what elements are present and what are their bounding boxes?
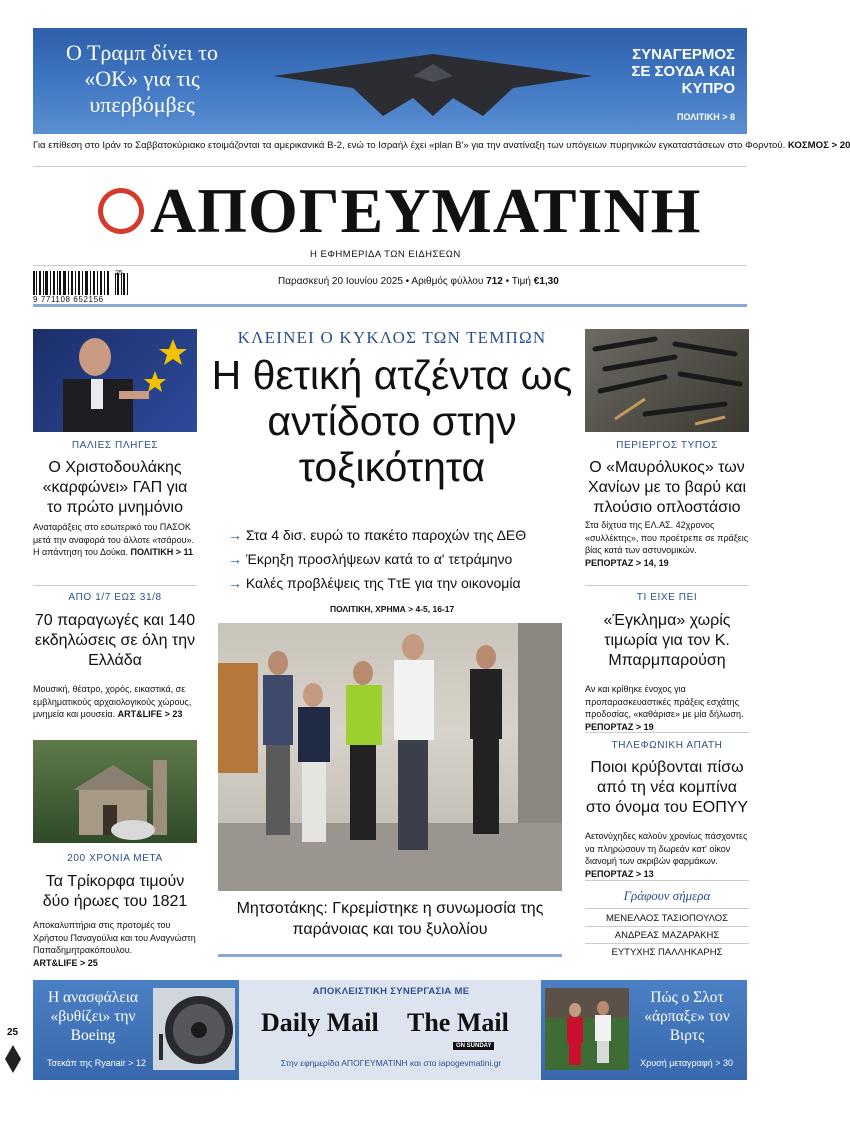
divider [585, 943, 749, 944]
left-article-3-kicker: 200 ΧΡΟΝΙΑ ΜΕΤΑ [67, 853, 163, 864]
banner-subtext [33, 140, 850, 151]
price-label: Τιμή [511, 276, 531, 287]
boeing-promo-ref[interactable]: Τσεκάπ της Ryanair > 12 [47, 1058, 147, 1068]
right-article-1-body [585, 519, 749, 569]
stealth-bomber-image [263, 46, 603, 126]
banner-subtext-body: Για επίθεση στο Ιράν το Σαββατοκύριακο ετοιμάζονται τα αμερικανικά Β-2, ενώ το Ισραήλ έχει «plan Β'» για την ανατίναξη των υπόγειων πυρηνικών εγκαταστάσεων στο Φορντού. [33, 140, 786, 151]
divider [585, 585, 749, 586]
lead-ref[interactable]: ΠΟΛΙΤΙΚΗ, ΧΡΗΜΑ > 4-5, 16-17 [330, 604, 455, 614]
right-article-2-body [585, 683, 749, 733]
trikorfa-photo[interactable] [33, 740, 197, 843]
right-article-3-text: Αετονύχηδες καλούν χρονίως πάσχοντες να πληρώσουν τη δωρεάν κατ' οίκον διανομή των ακριβών φαρμάκων. [585, 831, 748, 866]
daily-mail-logo[interactable]: Daily Mail [261, 1008, 379, 1037]
left-article-1-text: Αναταράξεις στο εσωτερικό του ΠΑΣΟΚ μετά την αναφορά του άλλοτε «τσάρου». Η απάντηση του Δούκα. [33, 522, 195, 557]
arsenal-photo[interactable] [585, 329, 749, 432]
issue-info: Παρασκευή 20 Ιουνίου 2025 • Αριθμός φύλλου 712 • Τιμή €1,30 [278, 276, 559, 287]
divider [585, 926, 749, 927]
slot-promo[interactable] [541, 980, 747, 1080]
right-article-1-ref[interactable]: ΡΕΠΟΡΤΑΖ > 14, 19 [585, 557, 669, 568]
banner-subtext-ref: ΚΟΣΜΟΣ > 20 [787, 140, 850, 151]
lead-kicker: ΚΛΕΙΝΕΙ Ο ΚΥΚΛΟΣ ΤΩΝ ΤΕΜΠΩΝ [237, 328, 547, 347]
jet-engine-icon [153, 988, 235, 1070]
divider [33, 166, 747, 167]
right-article-3-ref[interactable]: ΡΕΠΟΡΤΑΖ > 13 [585, 868, 654, 879]
lead-bullet [228, 527, 526, 543]
newspaper-logo-icon [98, 188, 144, 234]
writer-name[interactable]: ΜΕΝΕΛΑΟΣ ΤΑΣΙΟΠΟΥΛΟΣ [606, 913, 728, 924]
divider [585, 880, 749, 881]
mitsotakis-photo[interactable] [218, 623, 562, 891]
mail-on-sunday-badge: ON SUNDAY [453, 1042, 494, 1050]
lead-bullet [228, 575, 521, 591]
right-article-2-text: Αν και κρίθηκε ένοχος για προπαρασκευαστικές πράξεις εσχάτης προδοσίας, «καθάρισε» με μία δήλωση. [585, 684, 744, 719]
slot-promo-headline[interactable]: Πώς ο Σλοτ «άρπαξε» τον Βιρτς [644, 989, 730, 1044]
barcode-digits: 9 771108 652156 [33, 295, 104, 304]
divider [33, 265, 747, 266]
lead-photo-caption[interactable]: Μητσοτάκης: Γκρεμίστηκε η συνωμοσία της παράνοιας και του ξυλολίου [236, 900, 544, 938]
left-article-2-body [33, 683, 197, 721]
right-article-2-kicker: ΤΙ ΕΙΧΕ ΠΕΙ [636, 592, 698, 603]
banner-headline[interactable]: Ο Τραμπ δίνει το «ΟΚ» για τις υπερβόμβες [65, 40, 219, 117]
masthead-bottom-rule [33, 304, 747, 307]
issue-number-label: Αριθμός φύλλου [411, 276, 484, 287]
lead-bullet-text: Καλές προβλέψεις της ΤτΕ για την οικονομία [245, 575, 521, 591]
christodoulakis-photo[interactable] [33, 329, 197, 432]
football-players-icon [545, 988, 629, 1070]
left-article-2-ref[interactable]: ART&LIFE > 23 [117, 709, 183, 719]
left-article-3-text: Αποκαλυπτήρια στις προτομές του Χρήστου Παναγούλια και του Αναγνώστη Παπαδημητρακόπουλου. [33, 920, 196, 955]
left-article-3-headline[interactable]: Τα Τρίκορφα τιμούν δύο ήρωες του 1821 [42, 873, 188, 910]
partnership-footnote[interactable]: Στην εφημερίδα ΑΠΟΓΕΥΜΑΤΙΝΗ και στο iapogevmatini.gr [280, 1058, 502, 1068]
page-number: 25 [7, 1027, 19, 1038]
left-article-3-body [33, 919, 197, 969]
diamond-icon [5, 1045, 21, 1073]
center-bottom-rule [218, 954, 562, 957]
left-article-2-headline[interactable]: 70 παραγωγές και 140 εκδηλώσεις σε όλη την Ελλάδα [34, 612, 196, 669]
divider [585, 732, 749, 733]
barcode-issue: 25 [115, 270, 123, 277]
left-article-3-ref[interactable]: ART&LIFE > 25 [33, 957, 98, 968]
price: €1,30 [533, 276, 559, 287]
writers-title: Γράφουν σήμερα [623, 888, 711, 903]
boeing-promo-headline[interactable]: Η ανασφάλεια «βυθίζει» την Boeing [47, 989, 139, 1044]
writer-name[interactable]: ΑΝΔΡΕΑΣ ΜΑΖΑΡΑΚΗΣ [614, 930, 720, 941]
masthead-title[interactable]: ΑΠΟΓΕΥΜΑΤΙΝΗ [150, 175, 702, 246]
issue-number: 712 [486, 276, 503, 287]
writer-name[interactable]: ΕΥΤΥΧΗΣ ΠΑΛΛΗΚΑΡΗΣ [611, 947, 723, 958]
slot-promo-ref[interactable]: Χρυσή μεταγραφή > 30 [640, 1058, 733, 1068]
lead-bullet-text: Στα 4 δισ. ευρώ το πακέτο παροχών της ΔΕΘ [245, 527, 527, 543]
right-article-1-kicker: ΠΕΡΙΕΡΓΟΣ ΤΥΠΟΣ [616, 440, 718, 451]
weapons-icon [585, 329, 749, 432]
arrow-icon: → [228, 575, 242, 591]
right-article-2-headline[interactable]: «Έγκλημα» χωρίς τιμωρία για τον Κ. Μπαρμπαρούση [603, 612, 731, 669]
masthead-tagline: Η ΕΦΗΜΕΡΙΔΑ ΤΩΝ ΕΙΔΗΣΕΩΝ [310, 249, 461, 260]
banner-alarm-headline[interactable]: ΣΥΝΑΓΕΡΜΟΣ ΣΕ ΣΟΥΔΑ ΚΑΙ ΚΥΠΡΟ [631, 46, 735, 97]
church-icon [33, 740, 197, 843]
left-article-2-kicker: ΑΠΟ 1/7 ΕΩΣ 31/8 [68, 592, 162, 603]
divider [33, 585, 197, 586]
left-article-1-headline[interactable]: Ο Χριστοδουλάκης «καρφώνει» ΓΑΠ για το πρώτο μνημόνιο [42, 459, 188, 516]
right-article-1-text: Στα δίχτυα της ΕΛ.ΑΣ. 42χρονος «συλλέκτης», που προέτρεπε σε πράξεις βίας κατά των αστυνομικών. [585, 520, 749, 555]
arrow-icon: → [228, 551, 242, 567]
lead-bullet-text: Έκρηξη προσλήψεων κατά το α' τετράμηνο [245, 551, 513, 567]
lead-bullet [228, 551, 512, 567]
boeing-promo[interactable] [33, 980, 239, 1080]
left-article-1-ref[interactable]: ΠΟΛΙΤΙΚΗ > 11 [130, 547, 194, 557]
divider [585, 908, 749, 909]
right-article-3-body [585, 830, 749, 880]
partnership-label: ΑΠΟΚΛΕΙΣΤΙΚΗ ΣΥΝΕΡΓΑΣΙΑ ΜΕ [312, 986, 470, 997]
arrow-icon: → [228, 527, 242, 543]
left-article-1-body [33, 521, 197, 559]
top-banner[interactable] [33, 28, 747, 134]
banner-alarm-ref: ΠΟΛΙΤΙΚΗ > 8 [676, 112, 735, 122]
right-article-2-ref[interactable]: ΡΕΠΟΡΤΑΖ > 19 [585, 721, 654, 732]
issue-date: Παρασκευή 20 Ιουνίου 2025 [278, 276, 403, 287]
right-article-1-headline[interactable]: Ο «Μαυρόλυκος» των Χανίων με το βαρύ και πλούσιο οπλοστάσιο [587, 459, 746, 516]
lead-headline[interactable]: Η θετική ατζέντα ως αντίδοτο στην τοξικότητα [211, 352, 573, 490]
eu-stars-icon [33, 329, 197, 432]
right-article-3-kicker: ΤΗΛΕΦΩΝΙΚΗ ΑΠΑΤΗ [611, 740, 723, 751]
left-article-2-text: Μουσική, θέατρο, χορός, εικαστικά, σε εμβληματικούς αρχαιολογικούς χώρους, μνημεία και μουσεία. [33, 684, 192, 719]
crowd-image [218, 623, 562, 891]
bottom-promo-strip [33, 980, 747, 1080]
left-article-1-kicker: ΠΑΛΙΕΣ ΠΛΗΓΕΣ [71, 440, 159, 451]
right-article-3-headline[interactable]: Ποιοι κρύβονται πίσω από τη νέα κομπίνα στο όνομα του ΕΟΠΥΥ [585, 759, 749, 816]
the-mail-logo[interactable]: The Mail [407, 1008, 509, 1037]
